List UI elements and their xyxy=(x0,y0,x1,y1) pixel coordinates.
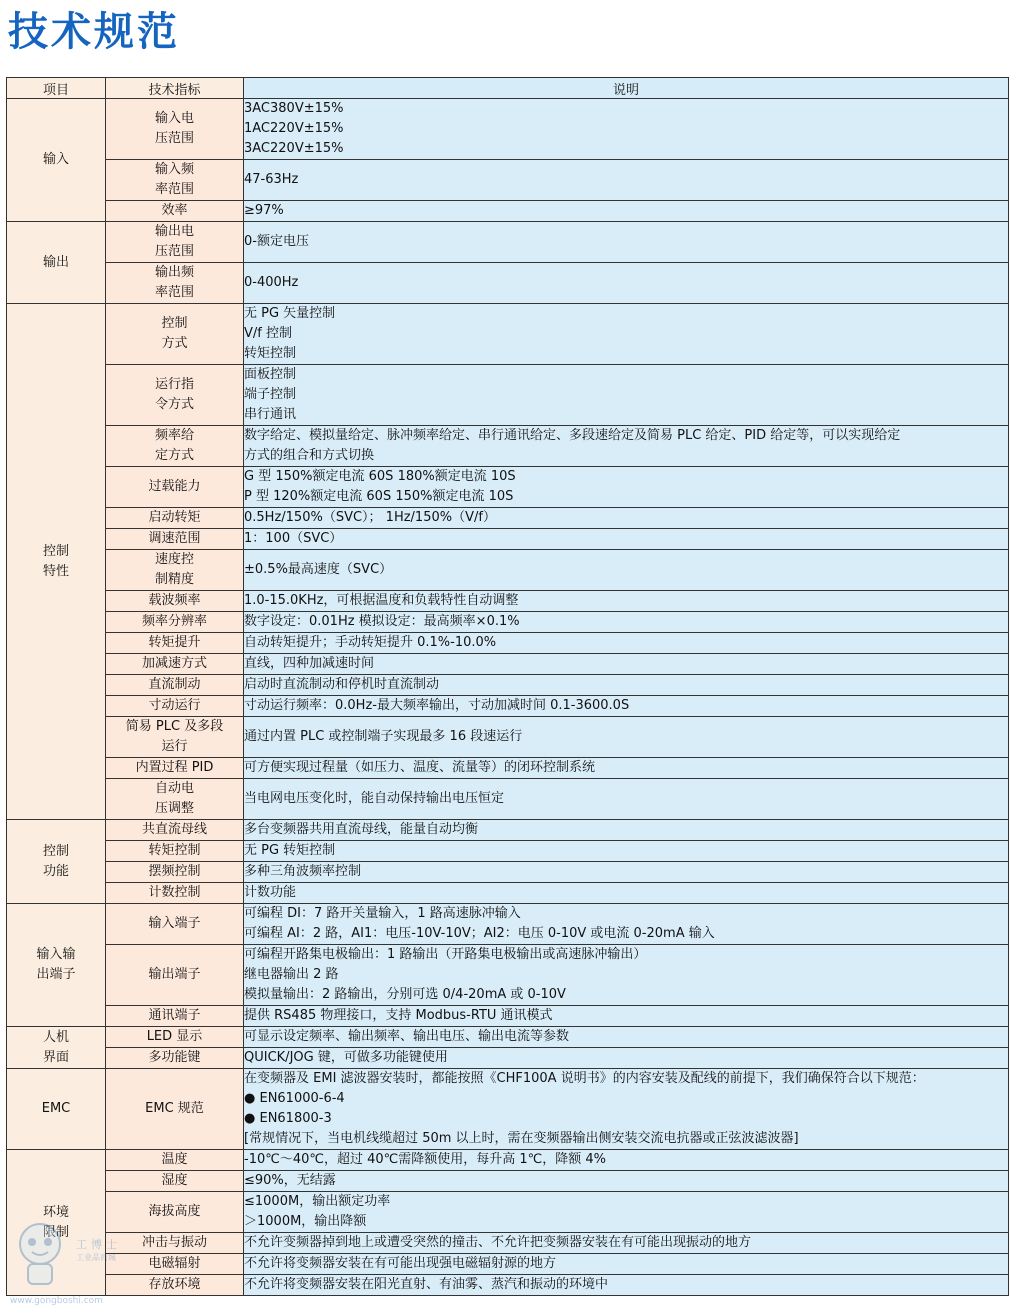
spec-item-label: 加减速方式 xyxy=(141,656,207,671)
spec-description-cell xyxy=(244,841,1009,862)
category-cell xyxy=(7,904,106,1027)
table-row xyxy=(7,1233,1009,1254)
spec-description-cell xyxy=(244,426,1009,467)
spec-description-cell xyxy=(244,201,1009,222)
spec-description-line: 计数功能 xyxy=(244,885,297,900)
spec-item-label: 多功能键 xyxy=(148,1050,201,1065)
spec-item-label: 转矩提升 xyxy=(148,635,201,650)
category-cell xyxy=(7,99,106,222)
spec-description-line: V/f 控制 xyxy=(244,326,292,341)
spec-description-line: 启动时直流制动和停机时直流制动 xyxy=(244,677,440,692)
spec-item-cell xyxy=(106,304,244,365)
spec-item-cell xyxy=(106,945,244,1006)
spec-description-line: 模拟量输出：2 路输出，分别可选 0/4-20mA 或 0-10V xyxy=(244,987,566,1002)
spec-description-line: G 型 150%额定电流 60S 180%额定电流 10S xyxy=(244,469,516,484)
spec-item-label: EMC 规范 xyxy=(145,1101,204,1116)
table-row xyxy=(7,675,1009,696)
spec-item-cell xyxy=(106,758,244,779)
spec-description-line: ● EN61800-3 xyxy=(244,1111,332,1126)
spec-item-cell xyxy=(106,1171,244,1192)
table-row xyxy=(7,904,1009,945)
spec-item-label: 输出端子 xyxy=(148,967,201,982)
spec-description-line: 寸动运行频率：0.0Hz-最大频率输出，寸动加减时间 0.1-3600.0S xyxy=(244,698,630,713)
table-row xyxy=(7,1150,1009,1171)
spec-description-cell xyxy=(244,904,1009,945)
spec-description-cell xyxy=(244,820,1009,841)
spec-item-cell xyxy=(106,1069,244,1150)
spec-item-cell xyxy=(106,633,244,654)
spec-item-label: 控制 xyxy=(161,316,188,331)
spec-item-cell xyxy=(106,591,244,612)
spec-description-line: ≤90%，无结露 xyxy=(244,1173,336,1188)
category-cell xyxy=(7,1150,106,1296)
spec-description-line: 继电器输出 2 路 xyxy=(244,967,339,982)
table-row xyxy=(7,550,1009,591)
watermark-url: www.gongboshi.com xyxy=(10,1296,103,1306)
spec-item-cell xyxy=(106,841,244,862)
table-row xyxy=(7,717,1009,758)
spec-description-line: 多种三角波频率控制 xyxy=(244,864,362,879)
spec-description-cell xyxy=(244,675,1009,696)
spec-description-line: 1AC220V±15% xyxy=(244,121,344,136)
spec-item-label: 压范围 xyxy=(154,244,194,259)
table-row xyxy=(7,841,1009,862)
spec-item-label: 通讯端子 xyxy=(148,1008,201,1023)
spec-item-label: 压范围 xyxy=(154,131,194,146)
header-description: 说明 xyxy=(244,78,1009,99)
spec-description-cell xyxy=(244,263,1009,304)
category-cell xyxy=(7,820,106,904)
spec-description-line: 数字给定、模拟量给定、脉冲频率给定、串行通讯给定、多段速给定及简易 PLC 给定、PID 给定等，可以实现给定 xyxy=(244,428,901,443)
category-label: 限制 xyxy=(42,1224,69,1240)
table-row xyxy=(7,1027,1009,1048)
table-row xyxy=(7,633,1009,654)
table-row xyxy=(7,304,1009,365)
spec-description-line: ≤1000M，输出额定功率 xyxy=(244,1194,391,1209)
spec-item-cell xyxy=(106,862,244,883)
spec-item-cell xyxy=(106,160,244,201)
spec-item-cell xyxy=(106,675,244,696)
spec-description-line: 端子控制 xyxy=(244,387,297,402)
spec-item-cell xyxy=(106,1006,244,1027)
spec-item-label: 频率给 xyxy=(154,428,194,443)
table-row xyxy=(7,758,1009,779)
spec-item-label: 自动电 xyxy=(154,781,194,796)
spec-item-label: 输入频 xyxy=(154,162,194,177)
spec-description-cell xyxy=(244,99,1009,160)
spec-description-line: 3AC220V±15% xyxy=(244,141,344,156)
table-row xyxy=(7,1275,1009,1296)
category-label: 出端子 xyxy=(36,967,76,982)
category-label: 界面 xyxy=(42,1049,69,1065)
spec-description-cell xyxy=(244,1069,1009,1150)
spec-item-label: 率范围 xyxy=(154,285,194,300)
spec-description-line: ≥97% xyxy=(244,203,284,218)
table-row xyxy=(7,883,1009,904)
spec-description-cell xyxy=(244,467,1009,508)
spec-item-cell xyxy=(106,99,244,160)
spec-description-cell xyxy=(244,779,1009,820)
spec-description-line: 1：100（SVC） xyxy=(244,531,343,546)
spec-description-line: 无 PG 转矩控制 xyxy=(244,843,336,858)
spec-description-cell xyxy=(244,1171,1009,1192)
spec-description-cell xyxy=(244,591,1009,612)
spec-description-cell xyxy=(244,222,1009,263)
spec-description-line: 0.5Hz/150%（SVC）； 1Hz/150%（V/f） xyxy=(244,510,496,525)
table-row xyxy=(7,1192,1009,1233)
table-row xyxy=(7,820,1009,841)
spec-description-line: 提供 RS485 物理接口，支持 Modbus-RTU 通讯模式 xyxy=(244,1008,553,1023)
table-row xyxy=(7,529,1009,550)
spec-item-label: 运行 xyxy=(161,739,188,754)
spec-item-label: 湿度 xyxy=(161,1173,188,1188)
spec-description-cell xyxy=(244,696,1009,717)
spec-item-cell xyxy=(106,1192,244,1233)
spec-description-line: 1.0-15.0KHz，可根据温度和负载特性自动调整 xyxy=(244,593,519,608)
spec-item-cell xyxy=(106,1027,244,1048)
table-row xyxy=(7,508,1009,529)
spec-description-cell xyxy=(244,1192,1009,1233)
spec-description-line: 0-400Hz xyxy=(244,275,299,290)
spec-description-line: QUICK/JOG 键，可做多功能键使用 xyxy=(244,1050,448,1065)
category-label: 输出 xyxy=(42,254,69,270)
spec-item-cell xyxy=(106,222,244,263)
spec-description-cell xyxy=(244,365,1009,426)
spec-item-label: 输出频 xyxy=(154,265,194,280)
spec-item-label: 输入端子 xyxy=(148,916,201,931)
spec-item-cell xyxy=(106,717,244,758)
spec-description-line: P 型 120%额定电流 60S 150%额定电流 10S xyxy=(244,489,514,504)
table-row xyxy=(7,945,1009,1006)
spec-item-cell xyxy=(106,696,244,717)
spec-item-label: 海拔高度 xyxy=(148,1204,201,1219)
spec-description-line: 串行通讯 xyxy=(244,407,297,422)
spec-description-line: 可方便实现过程量（如压力、温度、流量等）的闭环控制系统 xyxy=(244,760,596,775)
spec-item-label: 过载能力 xyxy=(148,479,201,494)
table-row xyxy=(7,263,1009,304)
table-row xyxy=(7,654,1009,675)
spec-item-cell xyxy=(106,612,244,633)
spec-item-label: 方式 xyxy=(161,336,188,351)
spec-item-label: 调速范围 xyxy=(148,531,201,546)
spec-description-cell xyxy=(244,758,1009,779)
spec-description-line: 当电网电压变化时，能自动保持输出电压恒定 xyxy=(244,791,505,806)
spec-item-cell xyxy=(106,467,244,508)
spec-description-cell xyxy=(244,550,1009,591)
table-row xyxy=(7,222,1009,263)
spec-description-line: 不允许将变频器安装在有可能出现强电磁辐射源的地方 xyxy=(244,1256,557,1271)
spec-item-label: 内置过程 PID xyxy=(135,760,214,775)
spec-description-line: 多台变频器共用直流母线，能量自动均衡 xyxy=(244,822,479,837)
spec-item-label: 载波频率 xyxy=(148,593,201,608)
spec-description-line: 自动转矩提升；手动转矩提升 0.1%-10.0% xyxy=(244,635,497,650)
spec-description-cell xyxy=(244,945,1009,1006)
spec-item-cell xyxy=(106,508,244,529)
spec-item-label: 输入电 xyxy=(154,111,194,126)
table-row xyxy=(7,862,1009,883)
spec-item-label: 输出电 xyxy=(154,224,194,239)
spec-item-label: 压调整 xyxy=(154,801,194,816)
table-row xyxy=(7,1006,1009,1027)
spec-item-label: 冲击与振动 xyxy=(141,1235,207,1250)
spec-description-line: 可编程开路集电极输出：1 路输出（开路集电极输出或高速脉冲输出） xyxy=(244,947,647,962)
table-row xyxy=(7,1048,1009,1069)
spec-item-cell xyxy=(106,1150,244,1171)
table-row xyxy=(7,1069,1009,1150)
spec-description-cell xyxy=(244,883,1009,904)
spec-item-label: 直流制动 xyxy=(148,677,201,692)
spec-item-label: 转矩控制 xyxy=(148,843,201,858)
spec-item-label: 摆频控制 xyxy=(148,864,201,879)
spec-item-cell xyxy=(106,1048,244,1069)
spec-item-label: 制精度 xyxy=(154,572,194,587)
spec-description-line: ±0.5%最高速度（SVC） xyxy=(244,562,393,577)
spec-item-cell xyxy=(106,1275,244,1296)
spec-description-line: 0-额定电压 xyxy=(244,234,309,249)
spec-item-cell xyxy=(106,1254,244,1275)
spec-description-cell xyxy=(244,1006,1009,1027)
spec-description-line: 直线，四种加减速时间 xyxy=(244,656,375,671)
spec-description-line: 无 PG 矢量控制 xyxy=(244,306,336,321)
spec-description-line: 47-63Hz xyxy=(244,172,299,187)
table-row xyxy=(7,696,1009,717)
spec-item-label: 计数控制 xyxy=(148,885,201,900)
spec-item-cell xyxy=(106,904,244,945)
category-label: 环境 xyxy=(42,1204,69,1220)
spec-item-cell xyxy=(106,201,244,222)
spec-description-line: ＞1000M，输出降额 xyxy=(244,1214,367,1229)
spec-description-cell xyxy=(244,160,1009,201)
spec-description-line: 可编程 DI：7 路开关量输入，1 路高速脉冲输入 xyxy=(244,906,521,921)
category-label: 人机 xyxy=(42,1029,69,1045)
spec-item-label: 速度控 xyxy=(154,552,194,567)
spec-description-line: 方式的组合和方式切换 xyxy=(244,448,375,463)
category-cell xyxy=(7,1069,106,1150)
spec-item-label: 定方式 xyxy=(154,448,194,463)
category-label: 输入 xyxy=(42,152,69,167)
spec-item-cell xyxy=(106,820,244,841)
spec-description-cell xyxy=(244,1275,1009,1296)
table-row xyxy=(7,365,1009,426)
spec-description-cell xyxy=(244,862,1009,883)
spec-description-cell xyxy=(244,654,1009,675)
category-label: 控制 xyxy=(42,843,69,859)
spec-item-label: 温度 xyxy=(161,1152,188,1167)
spec-description-line: 3AC380V±15% xyxy=(244,101,344,116)
spec-item-cell xyxy=(106,365,244,426)
spec-description-line: 面板控制 xyxy=(244,367,297,382)
table-row xyxy=(7,201,1009,222)
table-row xyxy=(7,1254,1009,1275)
spec-description-cell xyxy=(244,529,1009,550)
table-row xyxy=(7,160,1009,201)
header-item: 技术指标 xyxy=(106,78,244,99)
spec-description-cell xyxy=(244,1150,1009,1171)
spec-description-cell xyxy=(244,304,1009,365)
spec-description-cell xyxy=(244,1048,1009,1069)
category-label: 输入输 xyxy=(36,947,76,962)
spec-item-cell xyxy=(106,263,244,304)
spec-description-line: 转矩控制 xyxy=(244,346,297,361)
spec-item-cell xyxy=(106,550,244,591)
spec-description-line: 可显示设定频率、输出频率、输出电压、输出电流等参数 xyxy=(244,1029,570,1044)
table-row xyxy=(7,467,1009,508)
category-label: EMC xyxy=(41,1101,71,1116)
spec-description-cell xyxy=(244,1254,1009,1275)
table-row xyxy=(7,612,1009,633)
spec-item-cell xyxy=(106,883,244,904)
spec-item-label: 令方式 xyxy=(154,397,194,412)
spec-item-cell xyxy=(106,529,244,550)
table-row xyxy=(7,591,1009,612)
spec-item-cell xyxy=(106,1233,244,1254)
category-label: 控制 xyxy=(42,543,69,559)
watermark-sub: 工业品商城 xyxy=(76,1253,116,1262)
spec-description-line: 不允许将变频器安装在阳光直射、有油雾、蒸汽和振动的环境中 xyxy=(244,1277,609,1292)
spec-item-cell xyxy=(106,779,244,820)
spec-description-cell xyxy=(244,1233,1009,1254)
spec-item-label: 共直流母线 xyxy=(141,822,207,837)
spec-body xyxy=(7,99,1009,1296)
category-cell xyxy=(7,222,106,304)
spec-item-label: 率范围 xyxy=(154,182,194,197)
spec-description-cell xyxy=(244,1027,1009,1048)
header-category: 项目 xyxy=(7,78,106,99)
spec-description-line: ● EN61000-6-4 xyxy=(244,1091,345,1106)
category-label: 特性 xyxy=(42,563,69,579)
spec-description-line: 可编程 AI：2 路，AI1：电压-10V-10V；AI2：电压 0-10V 或电流 0-20mA 输入 xyxy=(244,926,715,941)
spec-description-line: 不允许变频器掉到地上或遭受突然的撞击、不允许把变频器安装在有可能出现振动的地方 xyxy=(244,1235,752,1250)
spec-item-cell xyxy=(106,654,244,675)
spec-item-cell xyxy=(106,426,244,467)
spec-description-line: 在变频器及 EMI 滤波器安装时，都能按照《CHF100A 说明书》的内容安装及配线的前提下，我们确保符合以下规范： xyxy=(244,1071,925,1086)
spec-description-cell xyxy=(244,612,1009,633)
spec-description-cell xyxy=(244,508,1009,529)
spec-item-label: 效率 xyxy=(161,203,188,218)
spec-item-label: 简易 PLC 及多段 xyxy=(125,719,224,734)
table-row xyxy=(7,426,1009,467)
page-title: 技术规范 xyxy=(8,9,180,55)
watermark-name: 工博士 xyxy=(76,1238,121,1251)
table-row xyxy=(7,99,1009,160)
table-row xyxy=(7,779,1009,820)
spec-description-line: 通过内置 PLC 或控制端子实现最多 16 段速运行 xyxy=(244,729,523,744)
spec-item-label: 启动转矩 xyxy=(148,510,201,525)
category-cell xyxy=(7,1027,106,1069)
spec-item-label: 运行指 xyxy=(154,377,194,392)
table-row xyxy=(7,1171,1009,1192)
header-row xyxy=(7,78,1009,99)
spec-description-cell xyxy=(244,633,1009,654)
spec-table xyxy=(6,77,1009,1296)
spec-item-label: 频率分辨率 xyxy=(141,614,207,629)
spec-item-label: 寸动运行 xyxy=(148,698,201,713)
spec-item-label: 存放环境 xyxy=(148,1277,201,1292)
category-cell xyxy=(7,304,106,820)
spec-description-line: -10℃～40℃，超过 40℃需降额使用，每升高 1℃，降额 4% xyxy=(244,1152,607,1167)
spec-description-line: 数字设定：0.01Hz 模拟设定：最高频率×0.1% xyxy=(244,614,520,629)
spec-item-label: LED 显示 xyxy=(146,1029,203,1044)
spec-description-line: [常规情况下，当电机线缆超过 50m 以上时，需在变频器输出侧安装交流电抗器或正弦波滤波器] xyxy=(244,1131,799,1146)
spec-item-label: 电磁辐射 xyxy=(148,1256,201,1271)
spec-description-cell xyxy=(244,717,1009,758)
category-label: 功能 xyxy=(42,863,69,879)
